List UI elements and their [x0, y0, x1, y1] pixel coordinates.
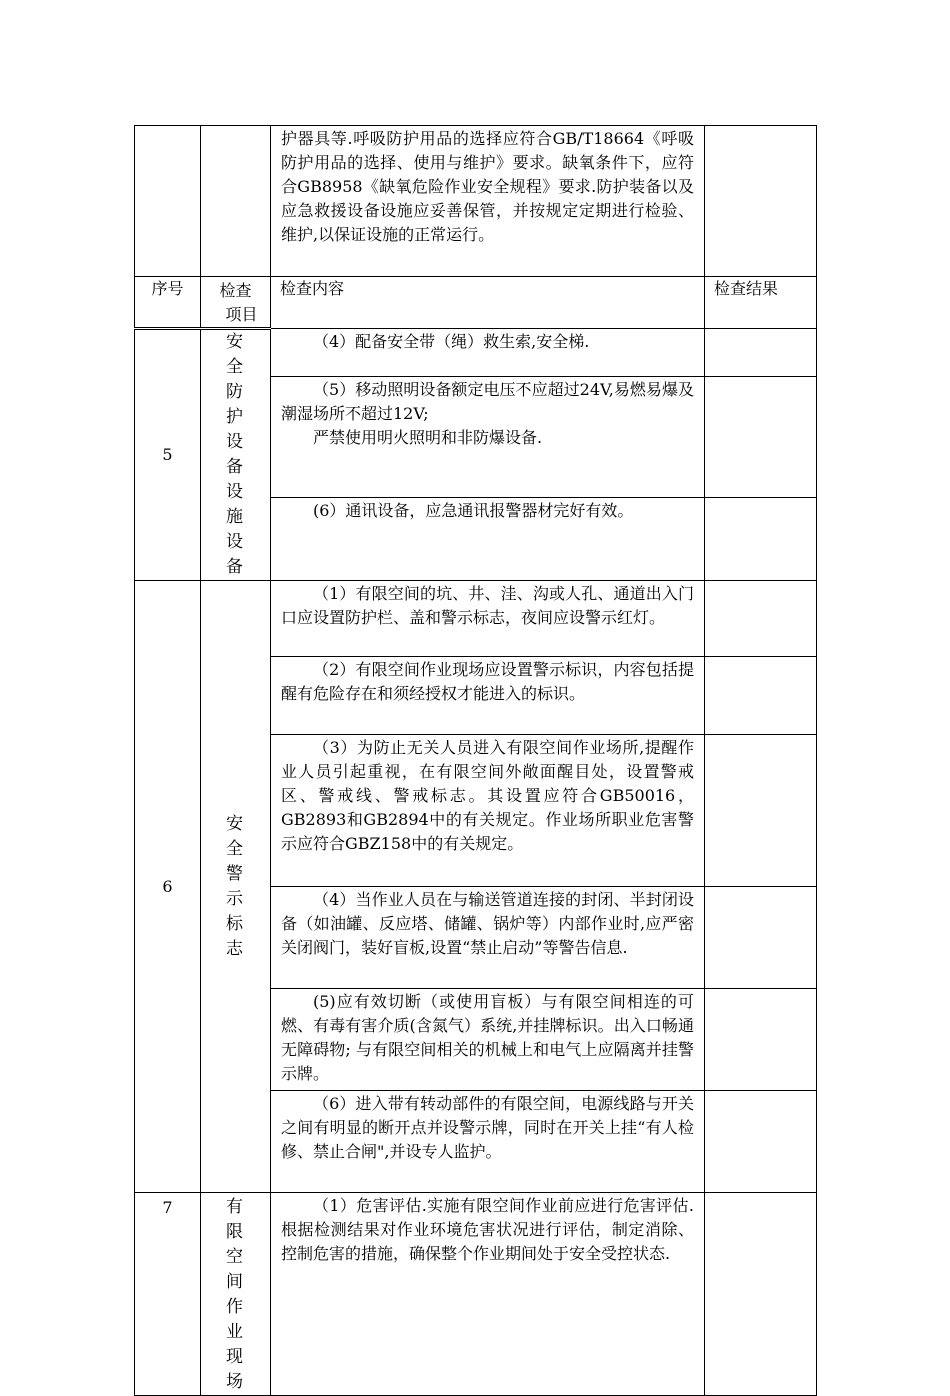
- item-label: 安全警示标志: [226, 813, 245, 959]
- header-seq: 序号: [135, 277, 201, 329]
- result-cell: [705, 989, 817, 1091]
- content-cell: （1）有限空间的坑、井、洼、沟或人孔、通道出入门口应设置防护栏、盖和警示标志，夜间应设警示红灯。: [271, 581, 705, 657]
- content-cell: (6）通讯设备，应急通讯报警器材完好有效。: [271, 498, 705, 581]
- result-cell: [705, 498, 817, 581]
- result-cell: [705, 581, 817, 657]
- result-cell: [705, 887, 817, 989]
- header-row: [135, 277, 817, 329]
- result-cell: [705, 735, 817, 887]
- seq-cell: 6: [135, 581, 201, 1193]
- seq-cell: 5: [135, 329, 201, 581]
- continuation-text: 护器具等.呼吸防护用品的选择应符合GB/T18664《呼吸防护用品的选择、使用与维护》要求。缺氧条件下，应符合GB8958《缺氧危险作业安全规程》要求.防护装备以及应急救援设备设施应妥善保管，并按规定定期进行检验、维护,以保证设施的正常运行。: [281, 129, 694, 244]
- header-item: [201, 277, 271, 329]
- content-cell: (5)应有效切断（或使用盲板）与有限空间相连的可燃、有毒有害介质(含氮气）系统,并挂牌标识。出入口畅通无障碍物; 与有限空间相关的机械上和电气上应隔离并挂警示牌。: [271, 989, 705, 1091]
- result-cell: [705, 329, 817, 377]
- content-cell: （1）危害评估.实施有限空间作业前应进行危害评估.根据检测结果对作业环境危害状况进行评估，制定消除、控制危害的措施，确保整个作业期间处于安全受控状态.: [271, 1193, 705, 1396]
- header-item-line2: 项目: [225, 305, 258, 324]
- table-row: [135, 1193, 817, 1396]
- table-row: [135, 329, 817, 377]
- item-cell: [201, 329, 271, 581]
- content-cell: （4）配备安全带（绳）救生索,安全梯.: [271, 329, 705, 377]
- content-cell: （2）有限空间作业现场应设置警示标识，内容包括提醒有危险存在和须经授权才能进入的标识。: [271, 657, 705, 735]
- inspection-table: [134, 125, 817, 1396]
- header-content: 检查内容: [271, 277, 705, 329]
- content-cell: （3）为防止无关人员进入有限空间作业场所,提醒作业人员引起重视，在有限空间外敞面醒目处，设置警戒区、警戒线、警戒标志。其设置应符合GB50016，GB2893和GB2894中的有关规定。作业场所职业危害警示应符合GBZ158中的有关规定。: [271, 735, 705, 887]
- item-label: 有限空间作业现场: [226, 1197, 245, 1392]
- result-cell: [705, 657, 817, 735]
- content-cell: （4）当作业人员在与输送管道连接的封闭、半封闭设备（如油罐、反应塔、储罐、锅炉等）内部作业时,应严密关闭阀门，装好盲板,设置“禁止启动”等警告信息.: [271, 887, 705, 989]
- content-cell: （6）进入带有转动部件的有限空间，电源线路与开关之间有明显的断开点并设警示牌，同时在开关上挂“有人检修、禁止合闸",并设专人监护。: [271, 1091, 705, 1193]
- result-cell: [705, 376, 817, 497]
- header-item-line1: 检查: [219, 281, 252, 300]
- continuation-content: [271, 126, 705, 277]
- result-cell: [705, 126, 817, 277]
- result-cell: [705, 1091, 817, 1193]
- result-cell: [705, 1193, 817, 1396]
- continuation-row: [135, 126, 817, 277]
- item-label: 安全防护设备设施设备: [226, 332, 245, 577]
- item-cell: [201, 581, 271, 1193]
- content-cell: （5）移动照明设备额定电压不应超过24V,易燃易爆及潮湿场所不超过12V; 严禁使用明火照明和非防爆设备.: [271, 376, 705, 497]
- table-row: [135, 581, 817, 657]
- item-cell: [201, 1193, 271, 1396]
- seq-cell: 7: [135, 1193, 201, 1396]
- header-result: 检查结果: [705, 277, 817, 329]
